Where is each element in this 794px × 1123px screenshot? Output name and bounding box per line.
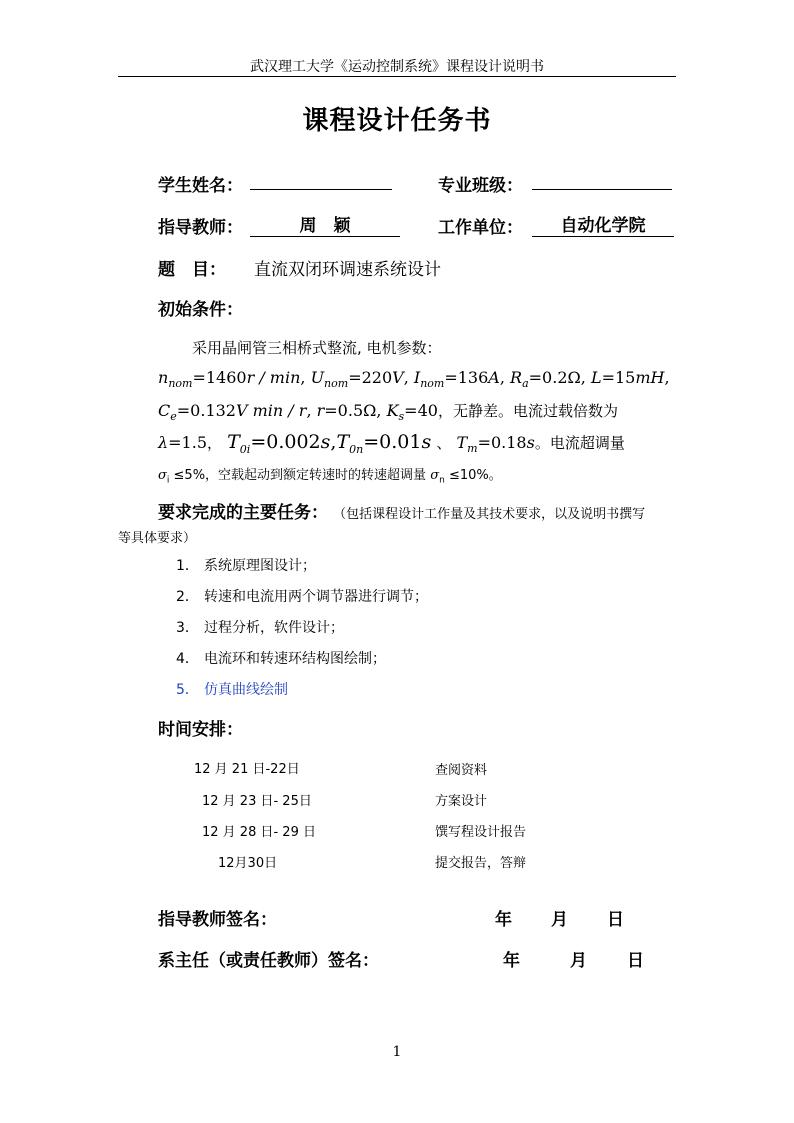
advisor-sign-month: 月 <box>551 910 568 930</box>
ra-value: 0.2 <box>542 368 568 387</box>
ra-unit: Ω <box>567 368 581 387</box>
u-nom-value: 220 <box>361 368 393 387</box>
tm-unit: s <box>526 433 535 452</box>
motor-params-line-3: λ=1.5， $T_{0i}=0.002s,T_{0n}=0.01s$ 、 $T_m=0.18s$。电流超调量 <box>158 431 625 456</box>
t0i-unit: s <box>320 431 331 453</box>
n-unit: r / min <box>246 368 301 387</box>
advisor-label: 指导教师： <box>158 218 243 238</box>
header-rule <box>118 76 676 77</box>
conditions-heading: 初始条件： <box>158 300 243 320</box>
requirements-heading: 要求完成的主要任务： <box>158 503 328 523</box>
t0n-value: 0.01 <box>379 431 422 453</box>
topic-label: 题 目： <box>158 260 226 280</box>
t0i-value: 0.002 <box>266 431 321 453</box>
requirements-note-2: 等具体要求） <box>118 531 197 546</box>
page-title: 课程设计任务书 <box>302 106 492 136</box>
advisor-sign-year: 年 <box>495 910 512 930</box>
dept-head-sign-month: 月 <box>570 951 587 971</box>
schedule-task-2: 方案设计 <box>435 794 488 809</box>
conditions-intro: 采用晶闸管三相桥式整流, 电机参数： <box>192 339 442 357</box>
no-static-error-text: ，无静差。电流过载倍数为 <box>437 402 618 420</box>
schedule-task-1: 查阅资料 <box>435 763 488 778</box>
schedule-date-1: 12 月 21 日-22日 <box>194 762 300 777</box>
work-unit-label: 工作单位： <box>438 218 523 238</box>
ce-value: 0.132 <box>190 401 236 420</box>
motor-params-line-1: $n_{nom}=1460r / \min$, $U_{nom}=220V$, $I_{nom}=136A$, $R_a=0.2\Omega$, L=15mH, <box>158 368 670 391</box>
requirements-note-1: （包括课程设计工作量及其技术要求，以及说明书撰写 <box>333 507 646 522</box>
major-class-label: 专业班级： <box>438 176 523 196</box>
schedule-task-3: 馔写程设计报告 <box>435 825 527 840</box>
l-unit: mH <box>635 368 665 387</box>
page-number: 1 <box>392 1044 402 1060</box>
u-unit: V <box>392 368 404 387</box>
l-value: 15 <box>614 368 636 387</box>
schedule-date-2: 12 月 23 日- 25日 <box>202 794 312 809</box>
task-item-5: 5． 仿真曲线绘制 <box>176 682 288 698</box>
advisor-field: 周 颖 <box>250 211 400 237</box>
tm-value: 0.18 <box>490 433 527 452</box>
topic-value: 直流双闭环调速系统设计 <box>254 260 441 280</box>
student-name-label: 学生姓名： <box>158 176 243 196</box>
ks-value: 40 <box>417 401 438 420</box>
sep-dun: 、 <box>436 434 452 452</box>
document-header: 武汉理工大学《运动控制系统》课程设计说明书 <box>250 59 544 75</box>
schedule-heading: 时间安排： <box>158 720 243 740</box>
advisor-signature-label: 指导教师签名： <box>158 910 277 930</box>
motor-params-line-2: $C_e=0.132V$ min / r, r=0.5Ω, $K_s=40$，无静差。电流过载倍数为 <box>158 401 618 424</box>
schedule-date-4: 12月30日 <box>218 856 278 871</box>
current-overshoot-text: 。电流超调量 <box>534 434 625 452</box>
sep-comma: ， <box>207 434 223 452</box>
t0n-unit: s <box>421 431 432 453</box>
task-item-1: 1． 系统原理图设计； <box>176 558 316 574</box>
student-name-field[interactable] <box>250 170 392 190</box>
schedule-date-3: 12 月 28 日- 29 日 <box>202 825 316 840</box>
task-item-2: 2． 转速和电流用两个调节器进行调节； <box>176 589 428 605</box>
i-nom-value: 136 <box>457 368 489 387</box>
schedule-task-4: 提交报告，答辩 <box>435 856 527 871</box>
n-nom-value: 1460 <box>205 368 247 387</box>
sigma-i-text: ≤5%，空载起动到额定转速时的转速超调量 <box>173 468 427 483</box>
dept-head-sign-year: 年 <box>503 951 520 971</box>
dept-head-sign-day: 日 <box>627 951 644 971</box>
major-class-field[interactable] <box>532 170 672 190</box>
dept-head-signature-label: 系主任（或责任教师）签名： <box>158 951 379 971</box>
r-value: 0.5 <box>337 401 364 420</box>
work-unit-field: 自动化学院 <box>532 211 674 237</box>
i-unit: A <box>488 368 500 387</box>
lambda-value: 1.5 <box>181 433 207 452</box>
task-item-4: 4． 电流环和转速环结构图绘制； <box>176 651 386 667</box>
task-item-3: 3． 过程分析，软件设计； <box>176 620 344 636</box>
advisor-sign-day: 日 <box>607 910 624 930</box>
sigma-n-text: ≤10%。 <box>448 468 502 483</box>
r-unit: Ω <box>363 401 377 420</box>
requirements-line <box>158 498 645 523</box>
ce-unit: V min / r <box>235 401 307 420</box>
overshoot-line: $\sigma_i \le 5\%$，空载起动到额定转速时的转速超调量 $\sigma_n \le 10\%$。 <box>158 468 502 486</box>
